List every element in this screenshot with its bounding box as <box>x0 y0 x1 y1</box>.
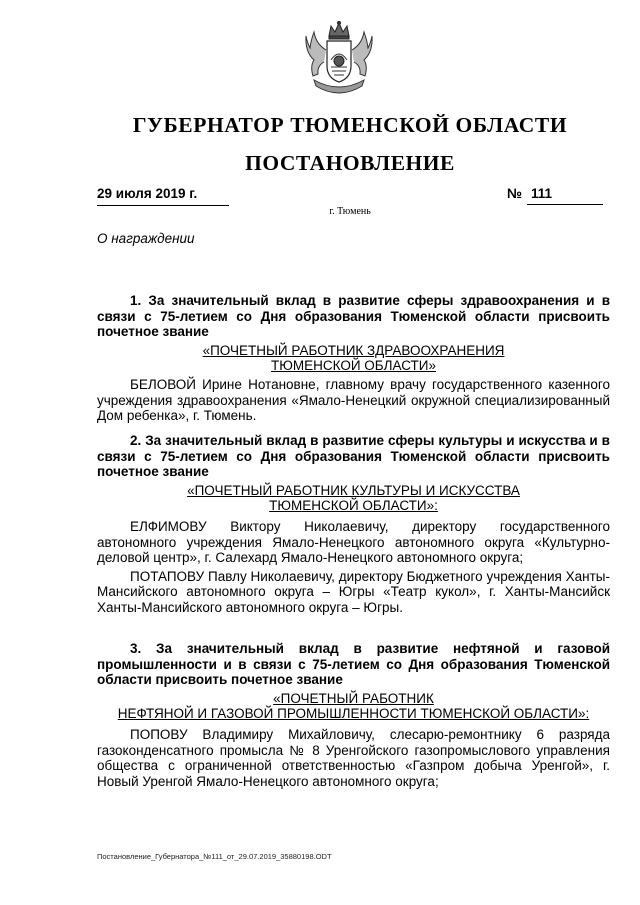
awardee-paragraph: ЕЛФИМОВУ Виктору Николаевичу, директору государственного автономного учреждения Ямало-Ненецкого автономного округа «Культурно-деловой центр», г. Салехард Ямало-Ненецкого автономного округа; <box>97 518 610 566</box>
honorary-title-line: ТЮМЕНСКОЙ ОБЛАСТИ»: <box>269 498 438 514</box>
honorary-title-line: «ПОЧЕТНЫЙ РАБОТНИК КУЛЬТУРЫ И ИСКУССТВА <box>187 482 520 498</box>
section-heading: 1. За значительный вклад в развитие сферы здравоохранения и в связи с 75-летием со Дня образования Тюменской области присвоить почетное звание <box>97 293 610 340</box>
awardee-paragraph: ПОПОВУ Владимиру Михайловичу, слесарю-ремонтнику 6 разряда газоконденсатного промысла № 8 Уренгойского газопромыслового управления общества с ограниченной ответственностью «Газпром добыча Уренгой», г. Новый Уренгой Ямало-Ненецкого автономного округа; <box>97 726 610 789</box>
honorary-title-line: ТЮМЕНСКОЙ ОБЛАСТИ» <box>271 358 436 374</box>
document-date: 29 июля 2019 г. <box>97 186 229 206</box>
document-number: 111 <box>527 186 603 205</box>
honorary-title-line: «ПОЧЕТНЫЙ РАБОТНИК <box>273 690 434 706</box>
awardee-paragraph: БЕЛОВОЙ Ирине Нотановне, главному врачу государственного казенного учреждения здравоохранения «Ямало-Ненецкий окружной специализированный Дом ребенка», г. Тюмень. <box>97 376 610 424</box>
honorary-title <box>97 483 610 514</box>
footer-filename: Постановление_Губернатора_№111_от_29.07.2019_35880198.ODT <box>97 852 332 861</box>
section-heading: 2. За значительный вклад в развитие сферы культуры и искусства и в связи с 75-летием со Дня образования Тюменской области присвоить почетное звание <box>97 433 610 480</box>
honorary-title-line: НЕФТЯНОЙ И ГАЗОВОЙ ПРОМЫШЛЕННОСТИ ТЮМЕНСКОЙ ОБЛАСТИ»: <box>117 706 590 722</box>
section-1 <box>97 293 610 424</box>
coat-of-arms-emblem <box>302 20 376 100</box>
section-heading: 3. За значительный вклад в развитие нефтяной и газовой промышленности и в связи с 75-летием со Дня образования Тюменской области присвоить почетное звание <box>97 641 610 688</box>
document-subject: О награждении <box>97 231 195 246</box>
awardee-paragraph: ПОТАПОВУ Павлу Николаевичу, директору Бюджетного учреждения Ханты-Мансийского автономного округа – Югры «Театр кукол», г. Ханты-Мансийск Ханты-Мансийского автономного округа – Югры. <box>97 568 610 615</box>
honorary-title-line: «ПОЧЕТНЫЙ РАБОТНИК ЗДРАВООХРАНЕНИЯ <box>202 342 505 358</box>
section-2 <box>97 433 610 616</box>
document-type: ПОСТАНОВЛЕНИЕ <box>245 151 455 175</box>
honorary-title <box>97 343 610 374</box>
section-3 <box>97 641 610 789</box>
authority-title: ГУБЕРНАТОР ТЮМЕНСКОЙ ОБЛАСТИ <box>132 113 568 137</box>
city-label: г. Тюмень <box>329 206 371 217</box>
number-sign: № <box>507 186 523 201</box>
honorary-title <box>97 691 610 722</box>
